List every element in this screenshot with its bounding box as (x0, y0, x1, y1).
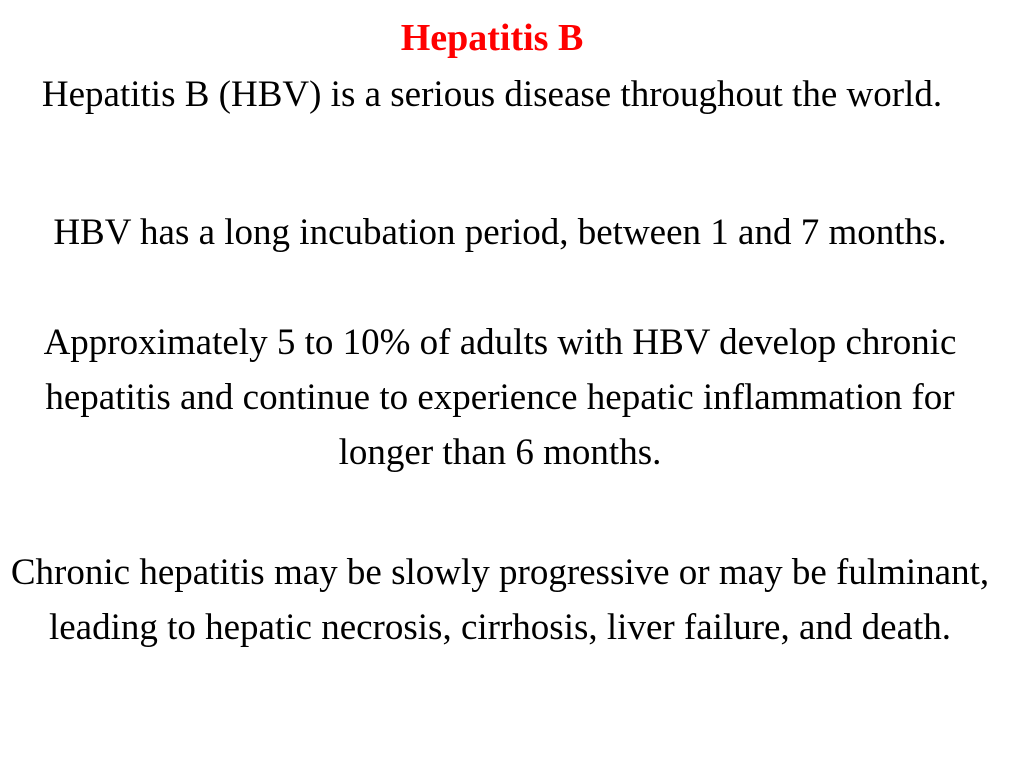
slide-title: Hepatitis B (400, 17, 584, 59)
paragraph-progression: Chronic hepatitis may be slowly progressive or may be fulminant, leading to hepatic necrosis, cirrhosis, liver failure, and death. (10, 552, 990, 648)
paragraph-incubation: HBV has a long incubation period, between 1 and 7 months. (53, 212, 947, 253)
paragraph-chronic-rate: Approximately 5 to 10% of adults with HBV develop chronic hepatitis and continue to experience hepatic inflammation for longer than 6 months. (43, 322, 957, 473)
paragraph-intro: Hepatitis B (HBV) is a serious disease throughout the world. (41, 74, 943, 115)
